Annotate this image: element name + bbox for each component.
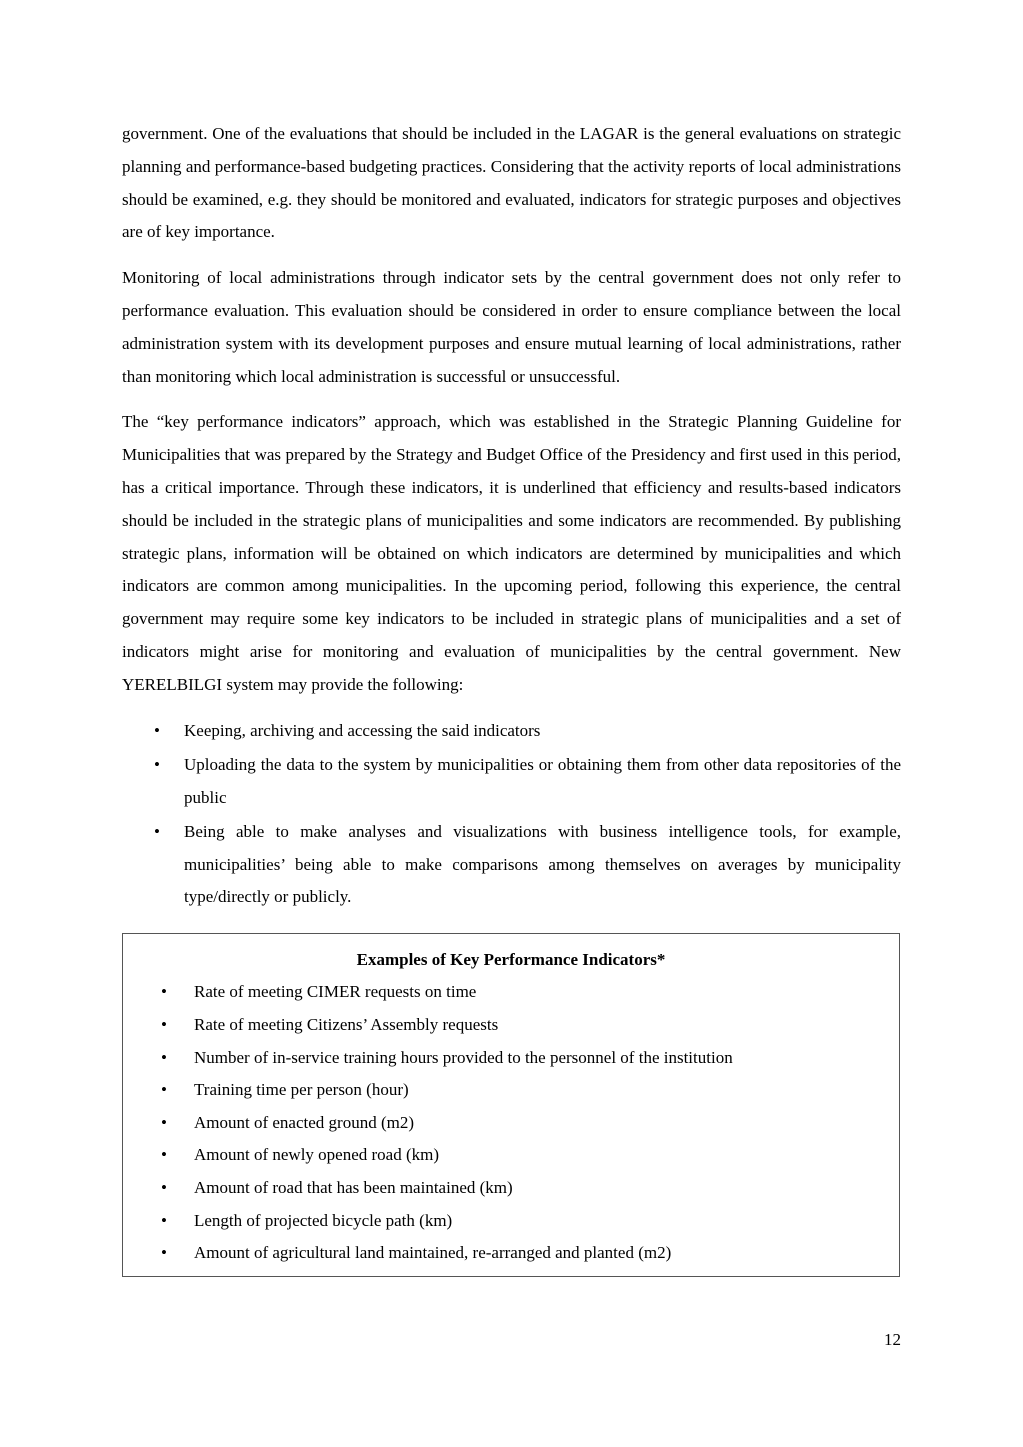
kpi-item-text: Length of projected bicycle path (km) xyxy=(194,1210,453,1230)
bullet-icon: • xyxy=(161,1014,167,1034)
kpi-item-text: Training time per person (hour) xyxy=(194,1080,409,1100)
kpi-item xyxy=(123,1237,899,1270)
kpi-item-text: Amount of enacted ground (m2) xyxy=(194,1112,414,1132)
paragraph-3: The “key performance indicators” approach, which was established in the Strategic Planning Guideline for Municipalities that was prepared by the Strategy and Budget Office of the Presidency and first used in this period, has a critical importance. Through these indicators, it is underlined that efficiency and results-based indicators should be included in the strategic plans of municipalities and some indicators are recommended. By publishing strategic plans, information will be obtained on which indicators are determined by municipalities and which indicators are common among municipalities. In the upcoming period, following this experience, the central government may require some key indicators to be included in strategic plans of municipalities and a set of indicators might arise for monitoring and evaluation of municipalities by the central government. New YERELBILGI system may provide the following: xyxy=(122,412,901,694)
kpi-item-text: Amount of newly opened road (km) xyxy=(194,1145,440,1165)
kpi-list xyxy=(123,976,899,1269)
bullet-list xyxy=(122,715,901,914)
bullet-icon: • xyxy=(154,822,160,842)
kpi-item xyxy=(123,1107,899,1140)
kpi-item-text: Amount of agricultural land maintained, re-arranged and planted (m2) xyxy=(194,1243,672,1263)
list-item-text: Being able to make analyses and visualizations with business intelligence tools, for example, municipalities’ being able to make comparisons among themselves on averages by municipality type/directly or publicly. xyxy=(184,822,901,907)
bullet-icon: • xyxy=(161,982,167,1002)
list-item xyxy=(122,749,901,814)
bullet-icon: • xyxy=(161,1243,167,1263)
list-item-text: Uploading the data to the system by municipalities or obtaining them from other data repositories of the public xyxy=(184,755,901,807)
bullet-icon: • xyxy=(161,1112,167,1132)
kpi-examples-box xyxy=(122,933,900,1277)
list-item-text: Keeping, archiving and accessing the said indicators xyxy=(184,720,541,740)
kpi-item xyxy=(123,1172,899,1205)
kpi-item-text: Rate of meeting Citizens’ Assembly requests xyxy=(194,1014,499,1034)
kpi-item xyxy=(123,976,899,1009)
bullet-icon: • xyxy=(154,755,160,775)
kpi-item-text: Rate of meeting CIMER requests on time xyxy=(194,982,477,1002)
page-number: 12 xyxy=(884,1330,901,1349)
kpi-item xyxy=(123,1074,899,1107)
kpi-item xyxy=(123,1139,899,1172)
kpi-item xyxy=(123,1009,899,1042)
list-item xyxy=(122,715,901,748)
bullet-icon: • xyxy=(161,1047,167,1067)
paragraph-2: Monitoring of local administrations through indicator sets by the central government does not only refer to performance evaluation. This evaluation should be considered in order to ensure compliance between the local administration system with its development purposes and ensure mutual learning of local administrations, rather than monitoring which local administration is successful or unsuccessful. xyxy=(122,268,901,386)
kpi-item-text: Number of in-service training hours provided to the personnel of the institution xyxy=(194,1047,733,1067)
bullet-icon: • xyxy=(161,1210,167,1230)
list-item xyxy=(122,816,901,914)
bullet-icon: • xyxy=(154,720,160,740)
paragraph-1: government. One of the evaluations that should be included in the LAGAR is the general evaluations on strategic planning and performance-based budgeting practices. Considering that the activity reports of local administrations should be examined, e.g. they should be monitored and evaluated, indicators for strategic purposes and objectives are of key importance. xyxy=(122,124,901,242)
kpi-item xyxy=(123,1205,899,1238)
kpi-box-title: Examples of Key Performance Indicators* xyxy=(356,949,666,969)
page-content xyxy=(122,118,901,1277)
bullet-icon: • xyxy=(161,1177,167,1197)
bullet-icon: • xyxy=(161,1145,167,1165)
kpi-item-text: Amount of road that has been maintained (km) xyxy=(194,1177,513,1197)
kpi-item xyxy=(123,1042,899,1075)
bullet-icon: • xyxy=(161,1080,167,1100)
